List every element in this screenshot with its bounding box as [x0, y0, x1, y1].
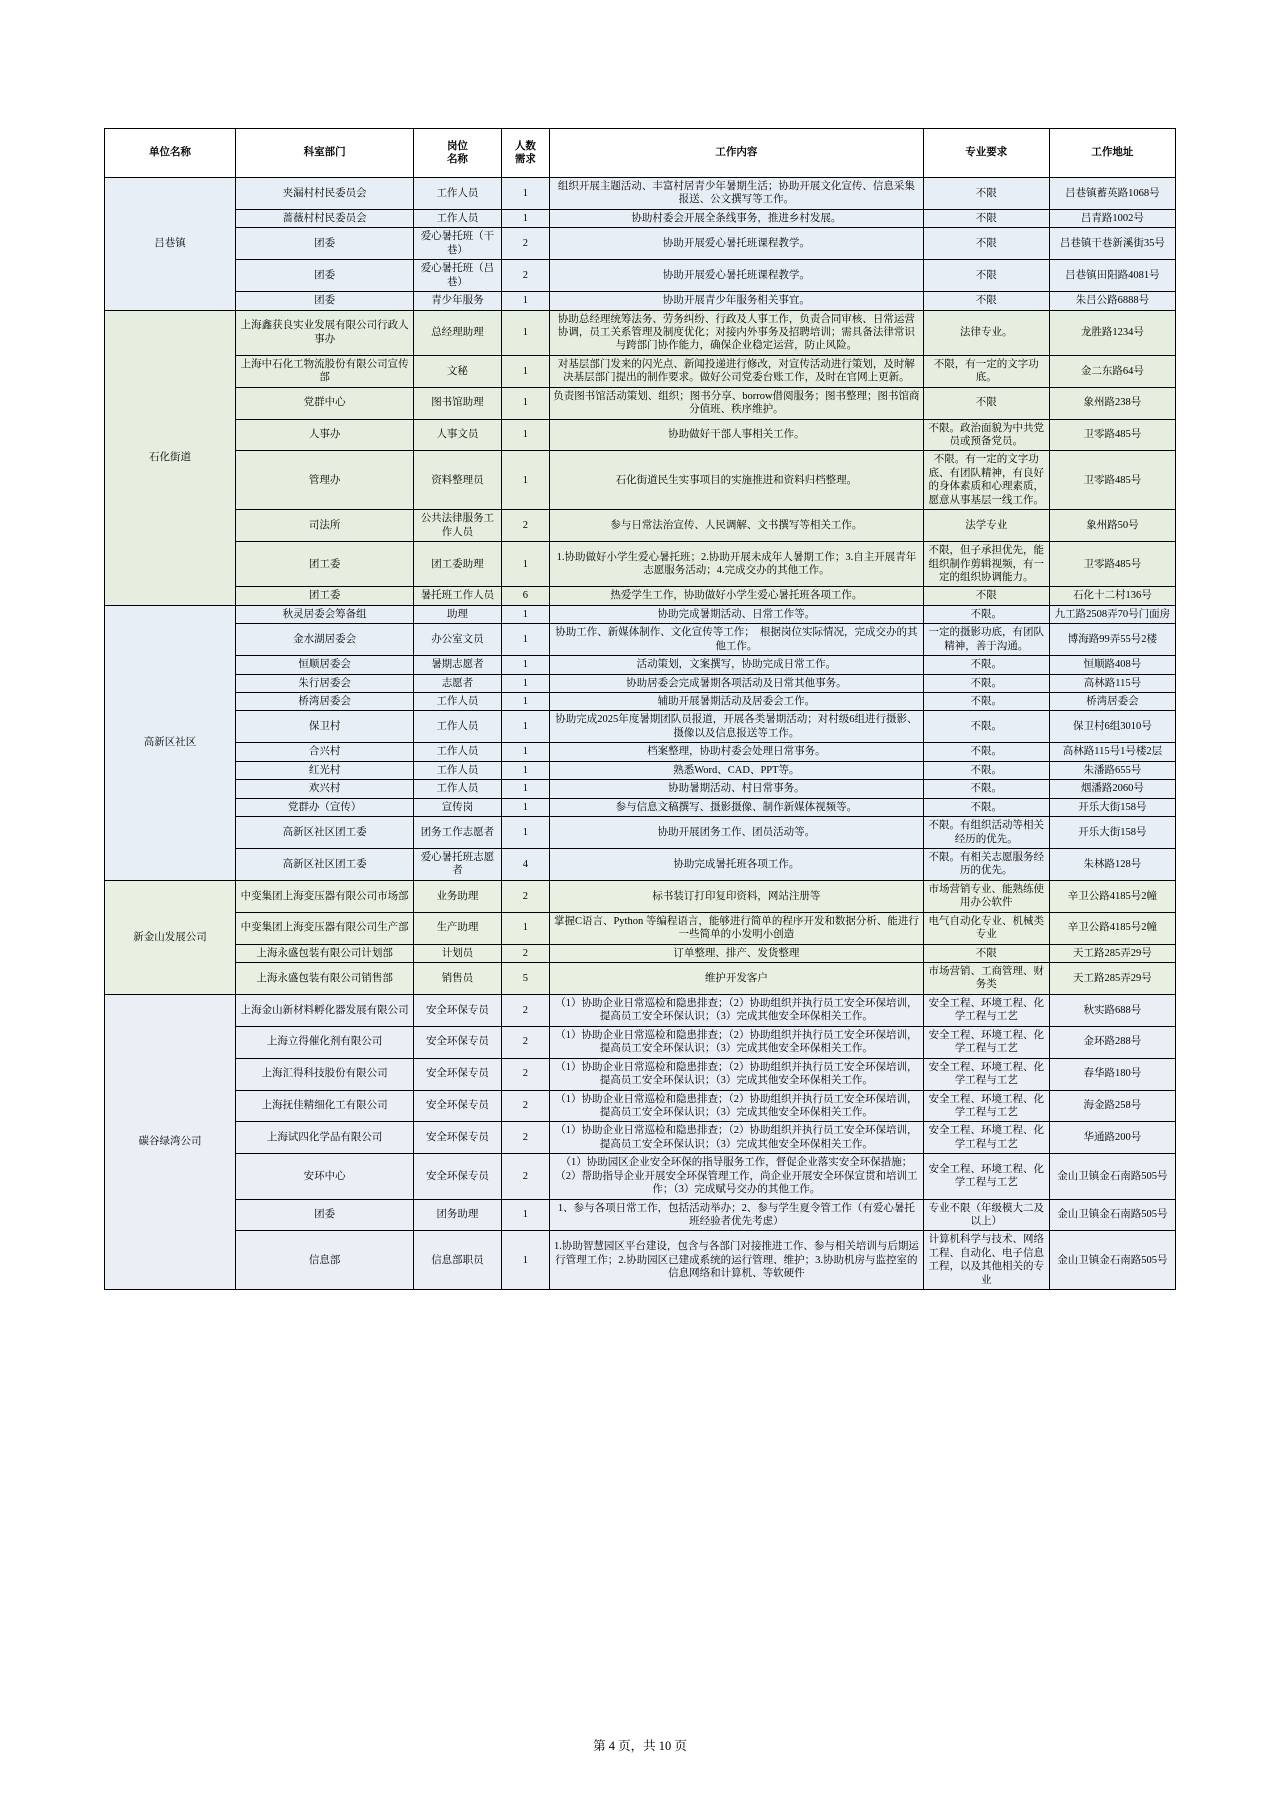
cell-department: 红光村	[235, 761, 413, 779]
cell-work-content: 热爱学生工作，协助做好小学生爱心暑托班各项工作。	[550, 587, 924, 605]
cell-department: 团委	[235, 228, 413, 260]
cell-post-name: 安全环保专员	[414, 1090, 501, 1122]
cell-post-name: 安全环保专员	[414, 1058, 501, 1090]
cell-department: 团委	[235, 292, 413, 310]
cell-department: 蔷薇村村民委员会	[235, 209, 413, 227]
cell-work-address: 春华路180号	[1049, 1058, 1175, 1090]
cell-count: 1	[501, 387, 550, 419]
table-row	[105, 944, 1176, 962]
column-header-post	[414, 129, 501, 178]
cell-major-requirement: 不限，但子承担优先，能组织制作剪辑视频，有一定的组织协调能力。	[923, 542, 1049, 587]
cell-work-address: 龙胜路1234号	[1049, 310, 1175, 355]
cell-work-content: 协助开展爱心暑托班课程教学。	[550, 260, 924, 292]
cell-major-requirement: 不限	[923, 387, 1049, 419]
cell-major-requirement: 安全工程、环境工程、化学工程与工艺	[923, 1026, 1049, 1058]
cell-count: 2	[501, 944, 550, 962]
cell-work-content: 1、参与各项日常工作，包括活动举办；2、参与学生夏令管工作（有爱心暑托班经验者优先考虑）	[550, 1199, 924, 1231]
cell-work-content: （1）协助园区企业安全环保的指导服务工作，督促企业落实安全环保措施；（2）帮助指导企业开展安全环保管理工作，尚企业开展安全环保宣贯和培训工作；（3）完成赋号交办的其他工作。	[550, 1154, 924, 1199]
cell-work-content: 参与信息文稿撰写、摄影摄像、制作新媒体视频等。	[550, 798, 924, 816]
cell-major-requirement: 不限	[923, 260, 1049, 292]
table-row	[105, 761, 1176, 779]
cell-department: 中变集团上海变压器有限公司市场部	[235, 880, 413, 912]
cell-post-name: 工作人员	[414, 178, 501, 210]
table-row	[105, 656, 1176, 674]
cell-department: 团工委	[235, 542, 413, 587]
cell-major-requirement: 不限。	[923, 780, 1049, 798]
table-row	[105, 510, 1176, 542]
table-row	[105, 178, 1176, 210]
cell-work-content: 组织开展主题活动、丰富村居青少年暑期生活；协助开展文化宣传、信息采集报送、公文撰写等工作。	[550, 178, 924, 210]
cell-department: 党群中心	[235, 387, 413, 419]
cell-work-address: 天工路285弄29号	[1049, 963, 1175, 995]
cell-work-address: 朱潘路655号	[1049, 761, 1175, 779]
cell-post-name: 团务助理	[414, 1199, 501, 1231]
cell-post-name: 暑托班工作人员	[414, 587, 501, 605]
cell-work-address: 吕青路1002号	[1049, 209, 1175, 227]
cell-department: 金水湖居委会	[235, 624, 413, 656]
cell-count: 4	[501, 848, 550, 880]
table-row	[105, 1154, 1176, 1199]
cell-work-content: 标书装订打印复印资料，网站注册等	[550, 880, 924, 912]
cell-count: 2	[501, 1154, 550, 1199]
cell-major-requirement: 不限。	[923, 674, 1049, 692]
cell-work-address: 开乐大街158号	[1049, 798, 1175, 816]
cell-count: 2	[501, 880, 550, 912]
cell-work-content: （1）协助企业日常巡检和隐患排查；（2）协助组织并执行员工安全环保培训，提高员工安全环保认识；（3）完成其他安全环保相关工作。	[550, 994, 924, 1026]
cell-unit-name: 碳谷绿湾公司	[105, 994, 236, 1289]
cell-department: 秋灵居委会筹备组	[235, 605, 413, 623]
cell-work-content: 协助居委会完成暑期各项活动及日常其他事务。	[550, 674, 924, 692]
cell-department: 上海中石化工物流股份有限公司宣传部	[235, 355, 413, 387]
cell-work-content: 1.协助智慧园区平台建设，包含与各部门对接推进工作、参与相关培训与后期运行管理工作；2.协助园区已建成系统的运行管理、维护；3.协助机房与监控室的信息网络和计算机、等软硬件	[550, 1231, 924, 1290]
cell-work-address: 桥湾居委会	[1049, 693, 1175, 711]
cell-work-content: 协助完成暑期活动、日常工作等。	[550, 605, 924, 623]
table-row	[105, 1199, 1176, 1231]
table-row	[105, 419, 1176, 451]
column-header-major: 专业要求	[923, 129, 1049, 178]
cell-work-content: （1）协助企业日常巡检和隐患排查；（2）协助组织并执行员工安全环保培训，提高员工安全环保认识；（3）完成其他安全环保相关工作。	[550, 1122, 924, 1154]
cell-work-content: 协助完成2025年度暑期团队员报道，开展各类暑期活动；对村级6组进行摄影、摄像以及信息报送等工作。	[550, 711, 924, 743]
cell-count: 2	[501, 1090, 550, 1122]
column-header-count	[501, 129, 550, 178]
cell-work-content: 协助做好干部人事相关工作。	[550, 419, 924, 451]
cell-work-address: 九工路2508弄70号门面房	[1049, 605, 1175, 623]
cell-post-name: 青少年服务	[414, 292, 501, 310]
table-header	[105, 129, 1176, 178]
table-row	[105, 817, 1176, 849]
cell-department: 信息部	[235, 1231, 413, 1290]
cell-post-name: 信息部职员	[414, 1231, 501, 1290]
cell-work-content: 订单整理、排产、发货整理	[550, 944, 924, 962]
cell-post-name: 爱心暑托班志愿者	[414, 848, 501, 880]
cell-work-address: 象州路50号	[1049, 510, 1175, 542]
cell-major-requirement: 不限。	[923, 656, 1049, 674]
cell-work-address: 卫零路485号	[1049, 542, 1175, 587]
cell-count: 1	[501, 209, 550, 227]
table-row	[105, 1231, 1176, 1290]
cell-department: 团工委	[235, 587, 413, 605]
table-row	[105, 310, 1176, 355]
table-row	[105, 387, 1176, 419]
cell-major-requirement: 不限。有相关志愿服务经历的优先。	[923, 848, 1049, 880]
cell-count: 2	[501, 260, 550, 292]
cell-post-name: 团务工作志愿者	[414, 817, 501, 849]
table-row	[105, 994, 1176, 1026]
cell-unit-name: 高新区社区	[105, 605, 236, 880]
cell-work-content: 档案整理，协助村委会处理日常事务。	[550, 743, 924, 761]
cell-post-name: 人事文员	[414, 419, 501, 451]
cell-work-content: 维护开发客户	[550, 963, 924, 995]
cell-post-name: 工作人员	[414, 761, 501, 779]
table-row	[105, 292, 1176, 310]
cell-major-requirement: 市场营销、工商管理、财务类	[923, 963, 1049, 995]
table-body	[105, 178, 1176, 1290]
cell-count: 1	[501, 419, 550, 451]
cell-major-requirement: 计算机科学与技术、网络工程、自动化、电子信息工程，以及其他相关的专业	[923, 1231, 1049, 1290]
cell-count: 1	[501, 178, 550, 210]
cell-work-address: 卫零路485号	[1049, 419, 1175, 451]
cell-major-requirement: 不限	[923, 209, 1049, 227]
cell-major-requirement: 不限。	[923, 761, 1049, 779]
table-row	[105, 963, 1176, 995]
cell-post-name: 计划员	[414, 944, 501, 962]
cell-major-requirement: 安全工程、环境工程、化学工程与工艺	[923, 994, 1049, 1026]
cell-unit-name: 吕巷镇	[105, 178, 236, 311]
cell-work-address: 吕巷镇蓄英路1068号	[1049, 178, 1175, 210]
cell-count: 6	[501, 587, 550, 605]
cell-department: 保卫村	[235, 711, 413, 743]
cell-department: 司法所	[235, 510, 413, 542]
cell-work-content: 协助完成暑托班各项工作。	[550, 848, 924, 880]
cell-major-requirement: 安全工程、环境工程、化学工程与工艺	[923, 1090, 1049, 1122]
cell-work-content: 掌握C语言、Python 等编程语言，能够进行简单的程序开发和数据分析、能进行一些简单的小发明小创造	[550, 912, 924, 944]
cell-major-requirement: 不限，有一定的文字功底。	[923, 355, 1049, 387]
cell-work-address: 高林路115号1号楼2层	[1049, 743, 1175, 761]
cell-count: 1	[501, 1231, 550, 1290]
cell-department: 上海永盛包装有限公司销售部	[235, 963, 413, 995]
cell-count: 1	[501, 1199, 550, 1231]
cell-department: 团委	[235, 1199, 413, 1231]
table-row	[105, 711, 1176, 743]
cell-post-name: 生产助理	[414, 912, 501, 944]
table-row	[105, 624, 1176, 656]
cell-post-name: 工作人员	[414, 693, 501, 711]
cell-work-address: 金山卫镇金石南路505号	[1049, 1199, 1175, 1231]
cell-work-address: 博海路99弄55号2楼	[1049, 624, 1175, 656]
cell-major-requirement: 不限。	[923, 693, 1049, 711]
table-row	[105, 880, 1176, 912]
column-header-post-text: 岗位 名称	[446, 140, 468, 165]
cell-department: 欢兴村	[235, 780, 413, 798]
cell-major-requirement: 不限。	[923, 798, 1049, 816]
table-row	[105, 1122, 1176, 1154]
cell-post-name: 业务助理	[414, 880, 501, 912]
cell-department: 上海抚佳精细化工有限公司	[235, 1090, 413, 1122]
cell-major-requirement: 安全工程、环境工程、化学工程与工艺	[923, 1058, 1049, 1090]
cell-work-address: 吕巷镇干巷新溪街35号	[1049, 228, 1175, 260]
cell-department: 安环中心	[235, 1154, 413, 1199]
table-row	[105, 542, 1176, 587]
cell-department: 团委	[235, 260, 413, 292]
cell-count: 5	[501, 963, 550, 995]
cell-post-name: 助理	[414, 605, 501, 623]
cell-department: 人事办	[235, 419, 413, 451]
cell-work-content: 协助开展爱心暑托班课程教学。	[550, 228, 924, 260]
cell-work-content: 协助村委会开展全条线事务，推进乡村发展。	[550, 209, 924, 227]
cell-major-requirement: 电气自动化专业、机械类专业	[923, 912, 1049, 944]
cell-post-name: 办公室文员	[414, 624, 501, 656]
cell-department: 党群办（宣传）	[235, 798, 413, 816]
cell-work-address: 开乐大街158号	[1049, 817, 1175, 849]
cell-post-name: 工作人员	[414, 711, 501, 743]
table-row	[105, 780, 1176, 798]
cell-work-address: 石化十二村136号	[1049, 587, 1175, 605]
cell-work-content: （1）协助企业日常巡检和隐患排查；（2）协助组织并执行员工安全环保培训，提高员工安全环保认识；（3）完成其他安全环保相关工作。	[550, 1090, 924, 1122]
cell-count: 2	[501, 510, 550, 542]
cell-work-content: 1.协助做好小学生爱心暑托班；2.协助开展未成年人暑期工作；3.自主开展青年志愿服务活动；4.完成交办的其他工作。	[550, 542, 924, 587]
cell-department: 中变集团上海变压器有限公司生产部	[235, 912, 413, 944]
table-row	[105, 209, 1176, 227]
cell-major-requirement: 不限	[923, 587, 1049, 605]
cell-post-name: 工作人员	[414, 209, 501, 227]
cell-department: 上海试四化学品有限公司	[235, 1122, 413, 1154]
cell-major-requirement: 不限	[923, 292, 1049, 310]
table-row	[105, 798, 1176, 816]
cell-work-content: 协助暑期活动、村日常事务。	[550, 780, 924, 798]
cell-post-name: 安全环保专员	[414, 1122, 501, 1154]
table-row	[105, 605, 1176, 623]
cell-post-name: 资料整理员	[414, 451, 501, 510]
cell-work-content: （1）协助企业日常巡检和隐患排查；（2）协助组织并执行员工安全环保培训，提高员工安全环保认识；（3）完成其他安全环保相关工作。	[550, 1058, 924, 1090]
cell-count: 1	[501, 292, 550, 310]
page-footer: 第 4 页，共 10 页	[593, 1739, 687, 1753]
cell-work-address: 辛卫公路4185号2幢	[1049, 912, 1175, 944]
cell-post-name: 志愿者	[414, 674, 501, 692]
cell-count: 1	[501, 674, 550, 692]
table-row	[105, 587, 1176, 605]
cell-major-requirement: 不限。	[923, 711, 1049, 743]
table-row	[105, 674, 1176, 692]
cell-post-name: 安全环保专员	[414, 994, 501, 1026]
cell-post-name: 工作人员	[414, 743, 501, 761]
cell-department: 合兴村	[235, 743, 413, 761]
cell-work-address: 烟潘路2060号	[1049, 780, 1175, 798]
table-row	[105, 848, 1176, 880]
cell-count: 1	[501, 605, 550, 623]
cell-count: 1	[501, 624, 550, 656]
cell-post-name: 工作人员	[414, 780, 501, 798]
cell-work-address: 吕巷镇田阳路4081号	[1049, 260, 1175, 292]
cell-major-requirement: 不限	[923, 228, 1049, 260]
cell-major-requirement: 市场营销专业、能熟练使用办公软件	[923, 880, 1049, 912]
cell-count: 1	[501, 817, 550, 849]
cell-work-content: 协助开展青少年服务相关事宜。	[550, 292, 924, 310]
cell-post-name: 安全环保专员	[414, 1026, 501, 1058]
cell-work-content: 对基层部门发来的闪光点、新闻投递进行修改，对宣传活动进行策划，及时解决基层部门提出的制作要求。做好公司党委台账工作，及时在官网上更新。	[550, 355, 924, 387]
cell-major-requirement: 不限	[923, 944, 1049, 962]
cell-count: 2	[501, 228, 550, 260]
cell-post-name: 图书馆助理	[414, 387, 501, 419]
cell-count: 1	[501, 711, 550, 743]
cell-department: 管理办	[235, 451, 413, 510]
cell-work-address: 金环路288号	[1049, 1026, 1175, 1058]
cell-work-address: 天工路285弄29号	[1049, 944, 1175, 962]
table-row	[105, 228, 1176, 260]
cell-work-address: 海金路258号	[1049, 1090, 1175, 1122]
cell-post-name: 暑期志愿者	[414, 656, 501, 674]
cell-department: 上海金山新材料孵化器发展有限公司	[235, 994, 413, 1026]
cell-count: 2	[501, 1026, 550, 1058]
table-row	[105, 693, 1176, 711]
cell-count: 1	[501, 451, 550, 510]
cell-post-name: 公共法律服务工作人员	[414, 510, 501, 542]
cell-count: 2	[501, 1058, 550, 1090]
cell-work-content: 协助总经理统筹法务、劳务纠纷、行政及人事工作，负责合同审核、日常运营协调，员工关系管理及制度优化；对接内外事务及招聘培训；需具备法律常识与跨部门协作能力，确保企业稳定运营，防止风险。	[550, 310, 924, 355]
cell-count: 1	[501, 761, 550, 779]
cell-department: 桥湾居委会	[235, 693, 413, 711]
cell-major-requirement: 专业不限（年级模大二及以上）	[923, 1199, 1049, 1231]
cell-post-name: 销售员	[414, 963, 501, 995]
cell-count: 1	[501, 656, 550, 674]
cell-department: 朱行居委会	[235, 674, 413, 692]
table-row	[105, 743, 1176, 761]
cell-post-name: 爱心暑托班（吕巷）	[414, 260, 501, 292]
column-header-unit: 单位名称	[105, 129, 236, 178]
cell-work-content: 协助工作、新媒体制作、文化宣传等工作； 根据岗位实际情况，完成交办的其他工作。	[550, 624, 924, 656]
cell-count: 1	[501, 355, 550, 387]
cell-department: 高新区社区团工委	[235, 817, 413, 849]
table-row	[105, 1026, 1176, 1058]
cell-work-address: 卫零路485号	[1049, 451, 1175, 510]
cell-major-requirement: 一定的摄影功底，有团队精神，善于沟通。	[923, 624, 1049, 656]
cell-post-name: 团工委助理	[414, 542, 501, 587]
cell-department: 夹漏村村民委员会	[235, 178, 413, 210]
cell-post-name: 文秘	[414, 355, 501, 387]
cell-work-content: 石化街道民生实事项目的实施推进和资料归档整理。	[550, 451, 924, 510]
recruitment-table	[104, 128, 1176, 1290]
cell-major-requirement: 安全工程、环境工程、化学工程与工艺	[923, 1122, 1049, 1154]
cell-department: 高新区社区团工委	[235, 848, 413, 880]
cell-work-address: 高林路115号	[1049, 674, 1175, 692]
cell-major-requirement: 安全工程、环境工程、化学工程与工艺	[923, 1154, 1049, 1199]
cell-post-name: 爱心暑托班（干巷）	[414, 228, 501, 260]
cell-major-requirement: 不限。政治面貌为中共党员或预备党员。	[923, 419, 1049, 451]
cell-count: 1	[501, 780, 550, 798]
cell-count: 1	[501, 693, 550, 711]
column-header-department: 科室部门	[235, 129, 413, 178]
cell-major-requirement: 法学专业	[923, 510, 1049, 542]
column-header-address: 工作地址	[1049, 129, 1175, 178]
table-row	[105, 1058, 1176, 1090]
cell-unit-name: 新金山发展公司	[105, 880, 236, 994]
cell-count: 2	[501, 1122, 550, 1154]
cell-work-content: 活动策划，文案撰写，协助完成日常工作。	[550, 656, 924, 674]
cell-count: 1	[501, 542, 550, 587]
cell-work-content: 参与日常法治宣传、人民调解、文书撰写等相关工作。	[550, 510, 924, 542]
cell-count: 1	[501, 912, 550, 944]
cell-post-name: 安全环保专员	[414, 1154, 501, 1199]
cell-post-name: 总经理助理	[414, 310, 501, 355]
cell-post-name: 宣传岗	[414, 798, 501, 816]
cell-department: 上海立得催化剂有限公司	[235, 1026, 413, 1058]
cell-work-address: 朱林路128号	[1049, 848, 1175, 880]
cell-major-requirement: 不限	[923, 178, 1049, 210]
table-row	[105, 451, 1176, 510]
column-header-count-text: 人数 需求	[514, 140, 536, 165]
cell-major-requirement: 不限。	[923, 605, 1049, 623]
cell-department: 上海汇得科技股份有限公司	[235, 1058, 413, 1090]
cell-work-address: 金二东路64号	[1049, 355, 1175, 387]
cell-count: 1	[501, 798, 550, 816]
cell-department: 恒顺居委会	[235, 656, 413, 674]
cell-major-requirement: 法律专业。	[923, 310, 1049, 355]
cell-count: 2	[501, 994, 550, 1026]
cell-work-address: 金山卫镇金石南路505号	[1049, 1154, 1175, 1199]
table-row	[105, 355, 1176, 387]
cell-work-content: 负责图书馆活动策划、组织；图书分享、borrow借阅服务；图书整理；图书馆商分值班、秩序维护。	[550, 387, 924, 419]
table-header-row	[105, 129, 1176, 178]
cell-work-address: 恒顺路408号	[1049, 656, 1175, 674]
cell-work-address: 秋实路688号	[1049, 994, 1175, 1026]
cell-unit-name: 石化街道	[105, 310, 236, 605]
cell-work-address: 辛卫公路4185号2幢	[1049, 880, 1175, 912]
cell-work-content: 协助开展团务工作、团员活动等。	[550, 817, 924, 849]
table-row	[105, 260, 1176, 292]
cell-work-address: 保卫村6组3010号	[1049, 711, 1175, 743]
cell-work-content: 熟悉Word、CAD、PPT等。	[550, 761, 924, 779]
column-header-content: 工作内容	[550, 129, 924, 178]
cell-major-requirement: 不限。	[923, 743, 1049, 761]
cell-count: 1	[501, 743, 550, 761]
table-row	[105, 1090, 1176, 1122]
cell-work-address: 朱吕公路6888号	[1049, 292, 1175, 310]
cell-department: 上海鑫获良实业发展有限公司行政人事办	[235, 310, 413, 355]
cell-work-address: 华通路200号	[1049, 1122, 1175, 1154]
cell-work-address: 金山卫镇金石南路505号	[1049, 1231, 1175, 1290]
cell-department: 上海永盛包装有限公司计划部	[235, 944, 413, 962]
cell-count: 1	[501, 310, 550, 355]
table-row	[105, 912, 1176, 944]
cell-major-requirement: 不限。有组织活动等相关经历的优先。	[923, 817, 1049, 849]
cell-major-requirement: 不限。有一定的文字功底、有团队精神，有良好的身体素质和心理素质，愿意从事基层一线工作。	[923, 451, 1049, 510]
cell-work-content: （1）协助企业日常巡检和隐患排查；（2）协助组织并执行员工安全环保培训，提高员工安全环保认识；（3）完成其他安全环保相关工作。	[550, 1026, 924, 1058]
cell-work-address: 象州路238号	[1049, 387, 1175, 419]
cell-work-content: 辅助开展暑期活动及居委会工作。	[550, 693, 924, 711]
